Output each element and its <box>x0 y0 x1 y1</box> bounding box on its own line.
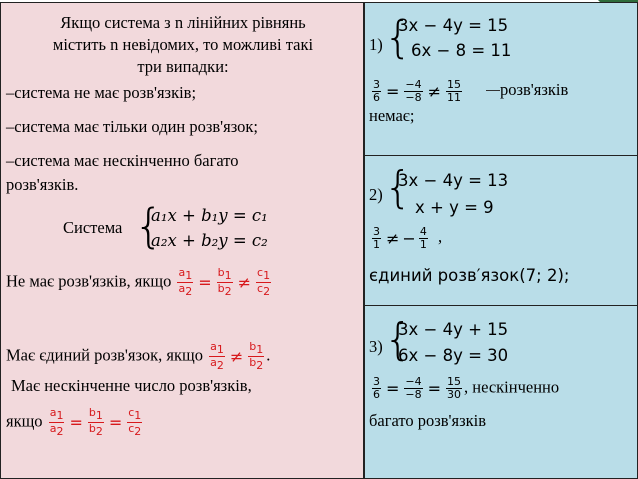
fraction: $\frac{-4}{-8}$ <box>405 78 422 104</box>
system-equation-2: a₂x + b₂y = c₂ <box>151 231 268 250</box>
fraction-c1-c2: $\frac{c_1}{c_2}$ <box>257 266 271 298</box>
example-3-equation-2: 6x − 8y = 30 <box>398 346 509 365</box>
case-one-solution: –система має тільки один розв'язок; <box>6 117 259 136</box>
example-1-result-line-1: розв'язків <box>500 80 569 99</box>
fraction-b1-b2: $\frac{b_1}{b_2}$ <box>88 406 103 438</box>
divider <box>364 155 638 156</box>
example-3-label: 3) <box>369 337 383 356</box>
fraction: $\frac{3}{1}$ <box>373 225 380 251</box>
divider <box>364 305 638 306</box>
example-2-label: 2) <box>369 185 383 204</box>
system-equation-1: a₁x + b₁y = c₁ <box>151 206 268 225</box>
no-solution-text: Не має розв'язків, якщо <box>6 271 172 291</box>
example-2-equation-1: 3x − 4y = 13 <box>398 171 509 190</box>
fraction-b1-b2: $\frac{b_1}{b_2}$ <box>217 266 232 298</box>
example-1-equation-1: 3x − 4y = 15 <box>398 16 509 35</box>
example-3-result-line-1: , нескінченно <box>464 377 560 397</box>
intro-line-1: Якщо система з n лінійних рівнянь <box>60 13 306 32</box>
fraction: $\frac{3}{6}$ <box>373 78 380 104</box>
fraction-a1-a2: $\frac{a_1}{a_2}$ <box>49 406 64 438</box>
example-3-ratio: $\frac{3}{6}$ = $\frac{-4}{-8}$ = $\frac{15}{30}$ , нескінченно <box>373 375 560 401</box>
example-1-label: 1) <box>369 35 383 54</box>
example-1-equation-2: 6x − 8 = 11 <box>411 41 512 60</box>
unique-solution-text: Має єдиний розв'язок, якщо <box>6 345 203 365</box>
fraction: $\frac{3}{6}$ <box>373 375 380 401</box>
case-no-solutions: –система не має розв'язків; <box>6 83 197 102</box>
example-3-result-line-2: багато розв'язків <box>369 411 487 430</box>
fraction-c1-c2: $\frac{c_1}{c_2}$ <box>128 406 142 438</box>
theory-panel <box>0 2 364 479</box>
fraction-a1-a2: $\frac{a_1}{a_2}$ <box>178 266 193 298</box>
example-2-ratio: $\frac{3}{1}$ ≠ − $\frac{4}{1}$ , <box>373 225 443 251</box>
system-brace: { <box>134 199 164 253</box>
example-2-equation-2: x + y = 9 <box>415 198 494 217</box>
fraction: $\frac{-4}{-8}$ <box>405 375 422 401</box>
intro-line-3: три випадки: <box>137 57 229 76</box>
unique-solution-condition: Має єдиний розв'язок, якщо $\frac{a_1}{a_2}$ ≠ $\frac{b_1}{b_2}$ . <box>6 340 271 372</box>
infinite-condition-line-1: Має нескінченне число розв'язків, <box>11 376 252 395</box>
fraction: $\frac{4}{1}$ <box>419 225 427 251</box>
no-solution-condition: Не має розв'язків, якщо $\frac{a_1}{a_2}$ = $\frac{b_1}{b_2}$ ≠ $\frac{c_1}{c_2}$ <box>6 266 271 298</box>
example-3-equation-1: 3x − 4y + 15 <box>398 320 509 339</box>
dash <box>486 90 500 91</box>
example-2-result: єдиний розв′язок(7; 2); <box>369 266 570 285</box>
fraction: $\frac{15}{30}$ <box>447 375 462 401</box>
case-infinite-solutions: –система має нескінченно багато <box>6 151 239 170</box>
example-2-comma: , <box>437 227 443 247</box>
intro-line-2: містить n невідомих, то можливі такі <box>52 35 314 54</box>
infinite-condition-line-2: якщо <box>6 411 43 431</box>
example-2-brace: { <box>384 162 412 213</box>
example-1-ratio: $\frac{3}{6}$ = $\frac{-4}{-8}$ ≠ $\frac{15}{11}$ <box>373 78 462 104</box>
fraction: $\frac{15}{11}$ <box>447 78 462 104</box>
case-infinite-solutions-cont: розв'язків. <box>6 175 79 194</box>
fraction-b1-b2: $\frac{b_1}{b_2}$ <box>249 340 264 372</box>
example-1-brace: { <box>384 12 412 63</box>
fraction-a1-a2: $\frac{a_1}{a_2}$ <box>210 340 224 372</box>
example-1-result-line-2: немає; <box>369 106 415 125</box>
system-label: Система <box>63 218 123 237</box>
infinite-solutions-condition: якщо $\frac{a_1}{a_2}$ = $\frac{b_1}{b_2}$ = $\frac{c_1}{c_2}$ <box>6 406 142 438</box>
example-3-brace: { <box>384 314 412 365</box>
